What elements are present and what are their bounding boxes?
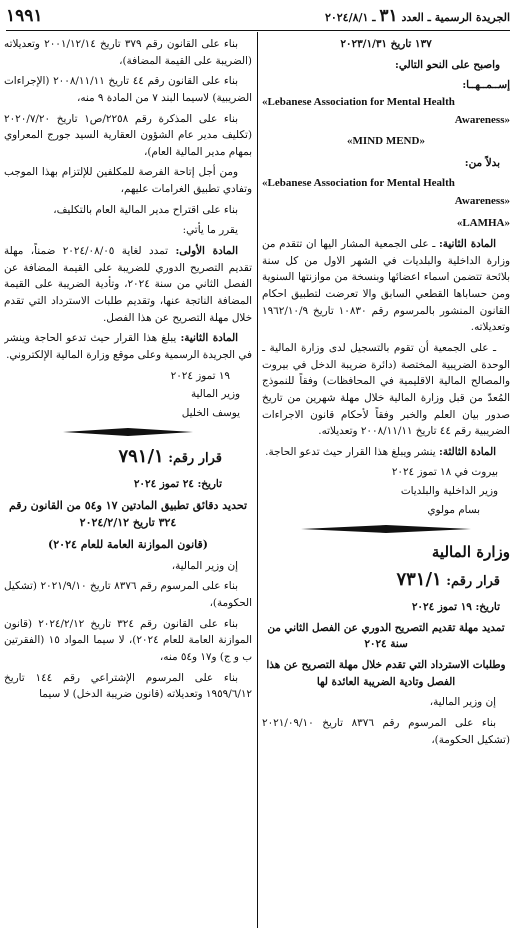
decision-intro: إن وزير المالية،	[429, 696, 496, 709]
article-3-text: ينشر ويبلغ هذا القرار حيث تدعو الحاجة.	[265, 445, 436, 458]
article-2-registration: ـ على الجمعية أن تقوم بالتسجيل لدى وزارة المالية ـ الوحدة الضريبية المختصة (دائرة ضريبة الدخل في بيروت والمصالح المالية الاقليمية في المحافظات) وفقاً للنموذج المُعدّ من قبل وزارة المالية خلال مهلة شهرين من تاريخ صدور بيان العلم والخبر وفقاً لأحكام قانون الاجراءات الضريبية رقم ٤٤ تاريخ ٢٠٠٨/١١/١١ وتعديلاته.	[262, 341, 510, 438]
article-2-paragraph-left	[4, 330, 252, 363]
old-acronym: «LAMHA»	[456, 216, 510, 229]
instead-of-label: بدلاً من:	[464, 156, 500, 169]
section-separator	[262, 524, 510, 534]
page-number: ١٩٩١	[6, 6, 43, 27]
basis-proposal: بناء على اقتراح مدير المالية العام بالتكليف،	[53, 203, 238, 216]
decision-basis-1: بناء على المرسوم رقم ٨٣٧٦ تاريخ ٢٠٢١/٠٩/١٠ (تشكيل الحكومة)،	[262, 717, 510, 746]
issue-date: ـ ٢٠٢٤/٨/١	[324, 11, 376, 25]
decision-number-line	[262, 566, 510, 595]
gazette-title: الجريدة الرسمية ـ العدد	[401, 11, 510, 25]
signing-minister-title: وزير الداخلية والبلديات	[400, 485, 498, 498]
signing-minister-name: بسام مولوي	[427, 503, 480, 516]
left-column	[4, 36, 252, 928]
column-divider	[257, 32, 258, 928]
article-2-text: ـ على الجمعية المشار اليها ان تتقدم من وزارة الداخلية والبلديات في الشهر الاول من كل سنة بلائحة تتضمن اسماء اعضائها وبنسخة من موازنتها السنوية ومن حساباها القطعي السابق والا تعرضت لتطبيق احكام القانون المنشور بالمرسوم رقم ١٠٨٣٠ تاريخ ١٩٦٢/١٠/٩ وتعديلاته.	[262, 238, 510, 334]
decision-number-left: ٧٩١/١	[118, 446, 164, 468]
decision-title-left-1: تحديد دقائق تطبيق المادتين ١٧ و٥٤ من القانون رقم ٣٢٤ تاريخ ٢٠٢٤/٢/١٢	[8, 498, 248, 530]
signature-name: يوسف الخليل	[181, 406, 240, 419]
new-name-label: إســمــهــا:	[462, 79, 510, 92]
article-3-paragraph	[262, 444, 510, 461]
decision-number-label: قرار رقم:	[446, 574, 500, 590]
article-3-label: المادة الثالثة:	[439, 445, 496, 458]
article-1-paragraph	[4, 243, 252, 326]
decision-number-line-left	[4, 443, 252, 472]
basis-vat-law: بناء على القانون رقم ٣٧٩ تاريخ ٢٠٠١/١٢/١٤ وتعديلاته (الضريبة على القيمة المضافة)،	[4, 38, 252, 67]
basis-budget-law: بناء على القانون رقم ٣٢٤ تاريخ ٢٠٢٤/٢/١٢ (قانون الموازنة العامة للعام ٢٠٢٤)، لا سيما المواد ١٥ (الفقرتين ب و ج) و١٧ و٥٤ منه،	[4, 617, 252, 663]
basis-government-decree: بناء على المرسوم رقم ٨٣٧٦ تاريخ ٢٠٢١/٩/١٠ (تشكيل الحكومة)،	[4, 580, 252, 609]
decision-number: ٧٣١/١	[396, 569, 442, 591]
basis-income-tax-decree: بناء على المرسوم الإشتراعي رقم ١٤٤ تاريخ ١٩٥٩/٦/١٢ وتعديلاته (قانون ضريبة الدخل) لا سيما	[4, 671, 252, 701]
decision-date-left: تاريخ: ٢٤ تموز ٢٠٢٤	[133, 478, 222, 491]
gazette-issue-line	[325, 3, 510, 30]
decision-date: تاريخ: ١٩ تموز ٢٠٢٤	[411, 601, 500, 614]
article-2-paragraph	[262, 236, 510, 336]
new-name-english: «Lebanese Association for Mental Health Awareness»	[262, 95, 510, 126]
signing-place-date: بيروت في ١٨ تموز ٢٠٢٤	[391, 466, 498, 479]
signature-title: وزير المالية	[190, 388, 240, 401]
article-2-text-left: يبلغ هذا القرار حيث تدعو الحاجة وينشر في الجريدة الرسمية وعلى موقع وزارة المالية الإلكتروني.	[4, 332, 252, 361]
article-2-label: المادة الثانية:	[438, 238, 496, 251]
right-column	[262, 36, 510, 928]
decision-title-1: تمديد مهلة تقديم التصريح الدوري عن الفصل الثاني من سنة ٢٠٢٤	[267, 621, 505, 651]
amendment-date: ١٣٧ تاريخ ٢٠٢٣/١/٣١	[340, 38, 432, 50]
article-1-text: تمدد لغاية ٢٠٢٤/٠٨/٠٥ ضمناً، مهلة تقديم التصريح الدوري للضريبة على القيمة المضافة عن الفصل الثاني من سنة ٢٠٢٤، وتأدية الضريبة على القيمة المضافة الناتجة عنها، وتقديم طلبات الاسترداد التي تقدم خلال مهلة التصريح عن هذا الفصل.	[4, 245, 252, 324]
page-header	[6, 4, 510, 31]
decision-separator	[4, 427, 252, 437]
old-name-english: «Lebanese Association for Mental Health Awareness»	[262, 177, 510, 207]
amendment-intro: واصبح على النحو التالي:	[394, 58, 500, 71]
decides-line: يقرر ما يأتي:	[182, 224, 238, 237]
issue-number: ٣١	[379, 6, 398, 27]
decision-intro-left: إن وزير المالية،	[171, 559, 238, 572]
ministry-section-title: وزارة المالية	[431, 543, 510, 562]
new-acronym: «MIND MEND»	[347, 135, 425, 148]
basis-memo: بناء على المذكرة رقم ٢٢٥٨/ص١ تاريخ ٢٠٢٠/٧/٢٠ (تكليف مدير عام الشؤون العقارية السيد جورج المعراوي بمهام مدير المالية العام)،	[4, 112, 252, 158]
article-2-label-left: المادة الثانية:	[180, 332, 238, 345]
basis-tax-procedures-law: بناء على القانون رقم ٤٤ تاريخ ٢٠٠٨/١١/١١ (الإجراءات الضريبية) لاسيما البند ٧ من المادة ٩ منه،	[4, 75, 252, 104]
signature-date: ١٩ تموز ٢٠٢٤	[170, 369, 230, 382]
article-1-label: المادة الأولى:	[175, 245, 238, 258]
decision-title-left-2: (قانون الموازنة العامة للعام ٢٠٢٤)	[48, 538, 208, 552]
basis-opportunity: ومن أجل إتاحة الفرصة للمكلفين للإلتزام بهذا الموجب وتفادي تطبيق الغرامات عليهم،	[4, 166, 252, 196]
decision-number-label-left: قرار رقم:	[168, 451, 222, 467]
decision-title-2: وطلبات الاسترداد التي تقدم خلال مهلة التصريح عن هذا الفصل وتادية الضريبة العائدة لها	[266, 659, 506, 688]
